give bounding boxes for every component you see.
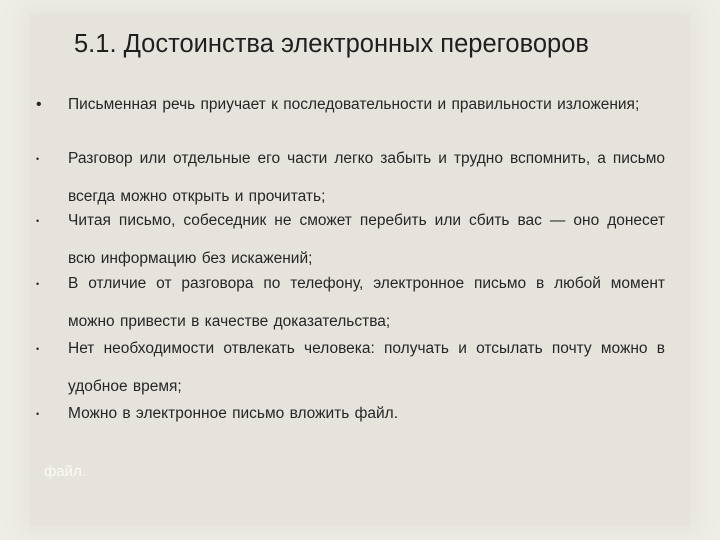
bullet-marker: • [36,96,42,113]
bullet-marker: • [36,409,40,419]
bullet-marker: • [36,344,40,354]
bullet-text: Нет необходимости отвлекать человека: получать и отсылать почту можно в удобное время; [68,340,665,395]
bullet-marker: • [36,154,40,164]
bullet-text: В отличие от разговора по телефону, электронное письмо в любой момент можно привести в качестве доказательства; [68,275,665,330]
bullet-item [36,265,665,329]
bullet-item [36,140,665,204]
bullet-item [36,95,665,139]
bullet-text: Читая письмо, собеседник не сможет перебить или сбить вас — оно донесет всю информацию без искажений; [68,212,665,267]
bullet-marker: • [36,279,40,289]
bullet-text: Разговор или отдельные его части легко забыть и трудно вспомнить, а письмо всегда можно открыть и прочитать; [68,150,665,205]
bullet-item [36,395,665,433]
bullet-item [36,202,665,266]
slide-title: 5.1. Достоинства электронных переговоров [74,30,589,58]
bullet-marker: • [36,216,40,226]
bullet-text: Письменная речь приучает к последовательности и правильности изложения; [68,96,640,113]
bullet-text: Можно в электронное письмо вложить файл. [68,405,399,422]
bullet-item [36,330,665,394]
ghost-text: файл. [44,463,86,480]
